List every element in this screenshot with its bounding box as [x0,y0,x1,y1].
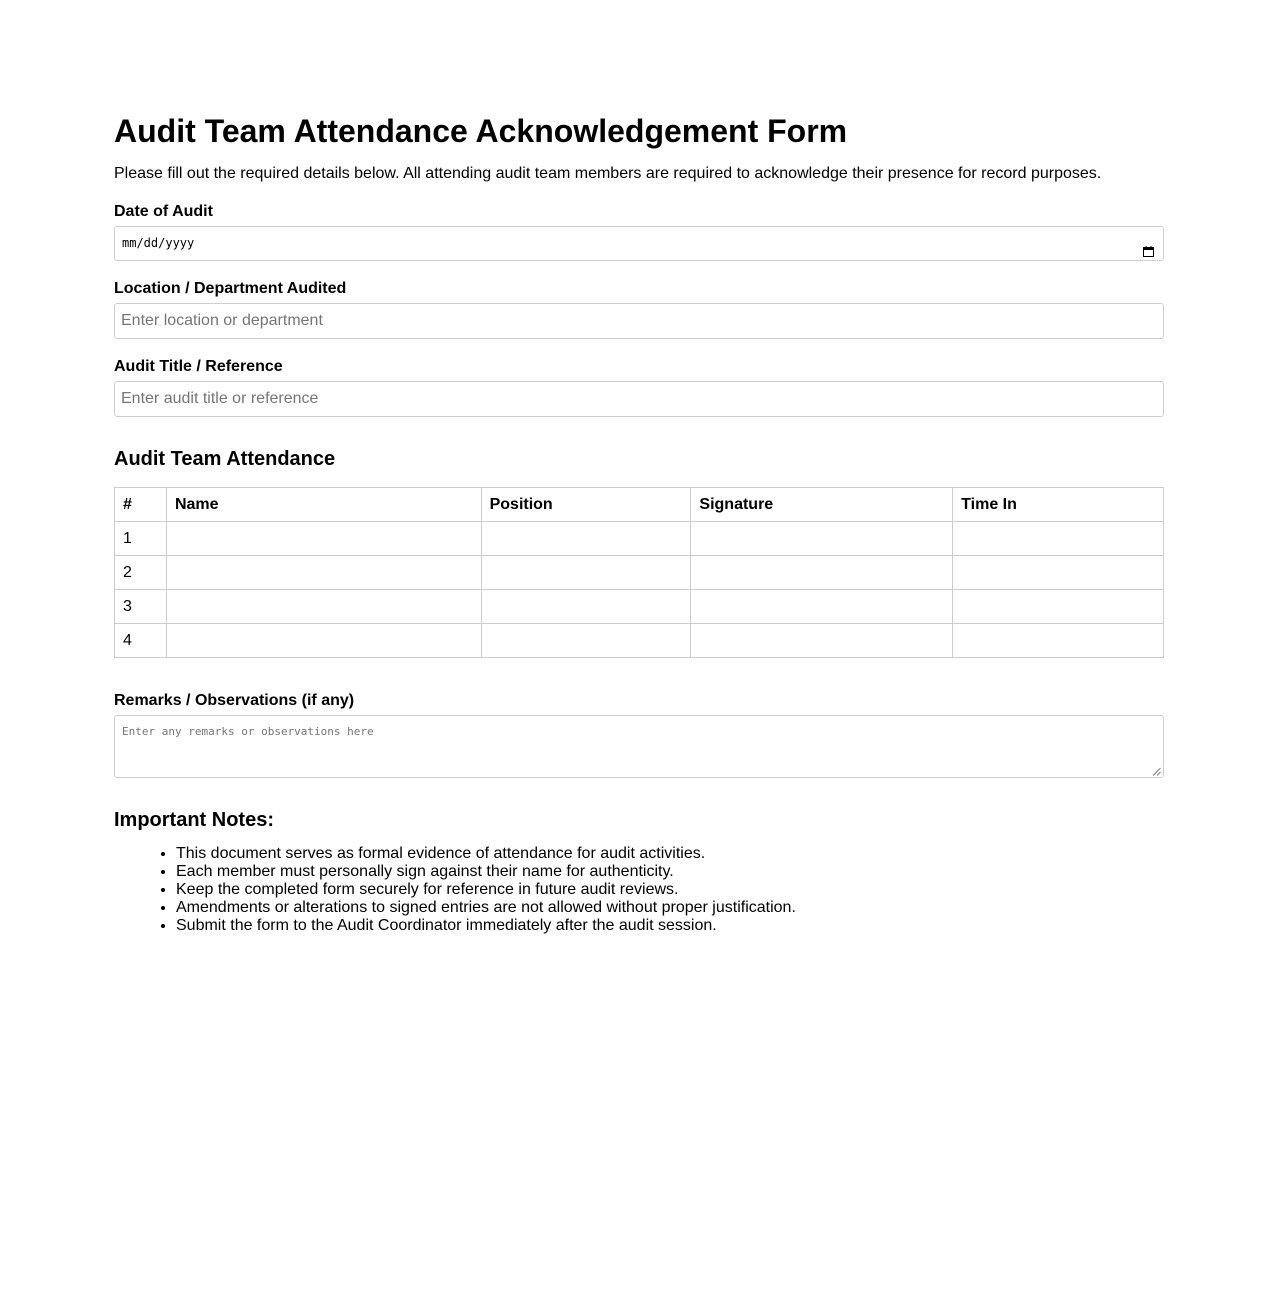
time-in-cell[interactable] [953,624,1164,658]
notes-heading: Important Notes: [114,809,274,831]
column-header-name: Name [166,488,481,522]
row-number: 1 [115,522,167,556]
position-cell[interactable] [481,522,691,556]
page-title: Audit Team Attendance Acknowledgement Form [114,113,848,149]
list-item: • Each member must personally sign against their name for authenticity. [176,863,796,881]
time-in-cell[interactable] [953,590,1164,624]
name-cell[interactable] [166,556,481,590]
table-row [115,590,1164,624]
audit-reference-label: Audit Title / Reference [114,358,283,375]
list-item: • Submit the form to the Audit Coordinator immediately after the audit session. [176,917,796,935]
notes-list [114,845,796,935]
intro-text: Please fill out the required details below. All attending audit team members are required to acknowledge their presence for record purposes. [114,165,1102,182]
date-of-audit-input[interactable] [114,226,1164,261]
column-header-signature: Signature [691,488,953,522]
remarks-placeholder: Enter any remarks or observations here [122,725,374,738]
signature-cell[interactable] [691,522,953,556]
table-header-row [115,488,1164,522]
signature-cell[interactable] [691,590,953,624]
attendance-heading: Audit Team Attendance [114,448,336,470]
signature-cell[interactable] [691,624,953,658]
position-cell[interactable] [481,590,691,624]
list-item: • Amendments or alterations to signed entries are not allowed without proper justification. [176,899,796,917]
location-input[interactable] [114,303,1164,339]
resize-handle-icon[interactable] [1152,766,1161,775]
list-item: • Keep the completed form securely for reference in future audit reviews. [176,881,796,899]
time-in-cell[interactable] [953,556,1164,590]
name-cell[interactable] [166,590,481,624]
audit-reference-placeholder: Enter audit title or reference [121,390,319,407]
table-row [115,624,1164,658]
calendar-icon[interactable] [1143,237,1154,248]
name-cell[interactable] [166,522,481,556]
table-row [115,556,1164,590]
time-in-cell[interactable] [953,522,1164,556]
row-number: 4 [115,624,167,658]
audit-reference-input[interactable] [114,381,1164,417]
signature-cell[interactable] [691,556,953,590]
remarks-textarea[interactable] [114,715,1164,778]
position-cell[interactable] [481,624,691,658]
location-label: Location / Department Audited [114,280,347,297]
date-input-value: mm/dd/yyyy [122,236,195,250]
name-cell[interactable] [166,624,481,658]
column-header-position: Position [481,488,691,522]
position-cell[interactable] [481,556,691,590]
location-placeholder: Enter location or department [121,312,323,329]
column-header-time-in: Time In [953,488,1164,522]
date-of-audit-label: Date of Audit [114,203,213,220]
list-item: • This document serves as formal evidence of attendance for audit activities. [176,845,796,863]
column-header-number: # [115,488,167,522]
attendance-table [114,487,1164,658]
remarks-label: Remarks / Observations (if any) [114,692,355,709]
table-row [115,522,1164,556]
row-number: 3 [115,590,167,624]
row-number: 2 [115,556,167,590]
